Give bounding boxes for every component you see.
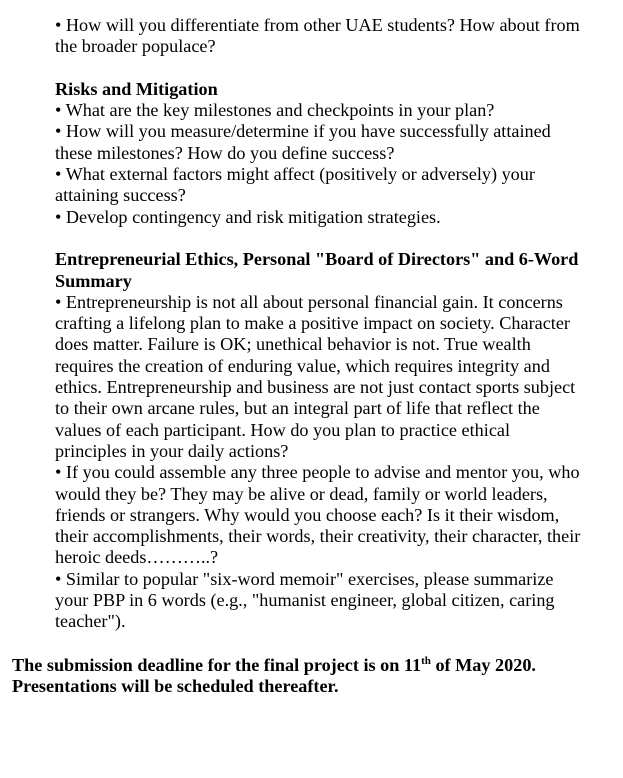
spacer <box>55 58 585 79</box>
presentations-line: Presentations will be scheduled thereafter. <box>12 676 339 697</box>
deadline-line <box>12 655 612 676</box>
ordinal-suffix: th <box>421 654 431 667</box>
document-body <box>55 15 585 633</box>
ethics-bullet: • If you could assemble any three people to advise and mentor you, who would they be? They may be alive or dead, family or world leaders, friends or strangers. Why would you choose each? Is it their wisdom, their accomplishments, their words, their creativity, their character, their heroic deeds………..? <box>55 462 581 568</box>
risks-bullet: • What are the key milestones and checkpoints in your plan? <box>55 100 495 121</box>
risks-heading: Risks and Mitigation <box>55 78 218 99</box>
risks-bullet: • Develop contingency and risk mitigation strategies. <box>55 206 441 227</box>
risks-bullet: • What external factors might affect (positively or adversely) your attaining success? <box>55 164 535 206</box>
deadline-text: The submission deadline for the final project is on 11 <box>12 655 422 675</box>
risks-bullet: • How will you measure/determine if you have successfully attained these milestones? How do you define success? <box>55 121 551 163</box>
ethics-bullet: • Similar to popular "six-word memoir" exercises, please summarize your PBP in 6 words (e.g., "humanist engineer, global citizen, caring teacher"). <box>55 568 555 632</box>
ethics-bullet: • Entrepreneurship is not all about personal financial gain. It concerns crafting a lifelong plan to make a positive impact on society. Character does matter. Failure is OK; unethical behavior is not. True wealth requires the creation of enduring value, which requires integrity and ethics. Entrepreneurship and business are not just contact sports subject to their own arcane rules, but an integral part of life that reflect the values of each participant. How do you plan to practice ethical principles in your daily actions? <box>55 291 576 461</box>
deadline-date: of May 2020. <box>430 655 536 675</box>
spacer <box>55 228 585 249</box>
ethics-heading: Entrepreneurial Ethics, Personal "Board of Directors" and 6-Word Summary <box>55 249 579 291</box>
intro-bullet: • How will you differentiate from other UAE students? How about from the broader populace? <box>55 15 580 57</box>
deadline-notice <box>12 655 612 698</box>
